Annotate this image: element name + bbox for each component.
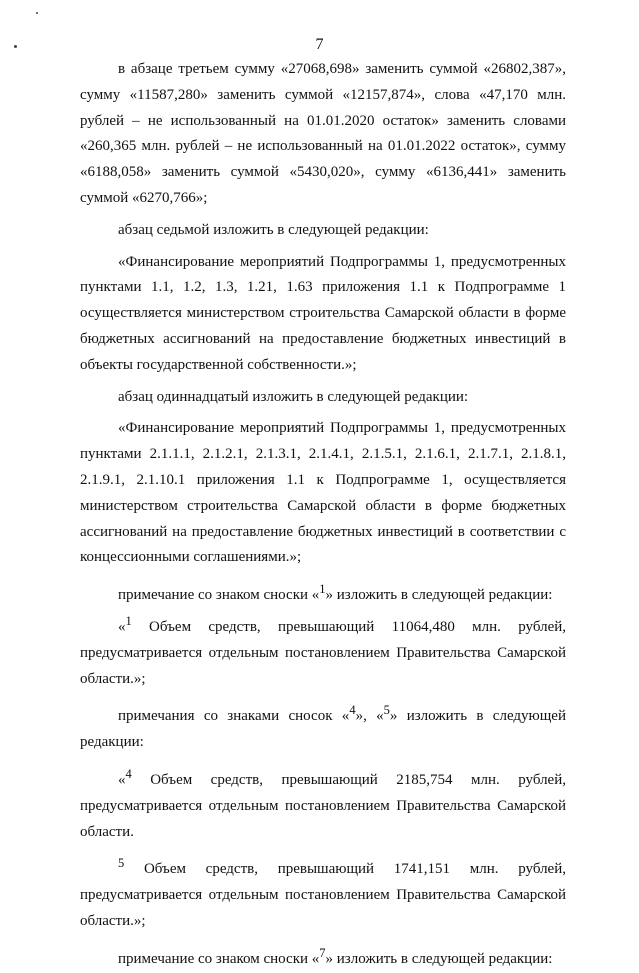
text-fragment: примечания со знаками сносок « [118, 708, 350, 725]
text-fragment: Объем средств, превышающий 1741,151 млн. рублей, предусматривается отдельным постановлением Правительства Самарской области.»; [80, 861, 566, 929]
paragraph-abzac-11-intro: абзац одиннадцатый изложить в следующей редакции: [118, 388, 469, 405]
paragraph-note-1-text [80, 609, 566, 692]
text-fragment: « [118, 771, 126, 788]
text-fragment: Объем средств, превышающий 11064,480 млн. рублей, предусматривается отдельным постановлением Правительства Самарской области.»; [80, 618, 566, 687]
scan-speck [36, 12, 38, 14]
paragraph-note-7-intro [80, 941, 566, 973]
page-number: 7 [315, 36, 324, 53]
footnote-marker: 1 [319, 582, 326, 597]
footnote-marker: 1 [125, 613, 132, 628]
footnote-marker: 5 [383, 703, 390, 718]
document-body [80, 57, 566, 973]
text-fragment: Объем средств, превышающий 2185,754 млн. рублей, предусматривается отдельным постановлением Правительства Самарской области. [80, 771, 566, 840]
paragraph-notes-4-5-intro [80, 698, 566, 756]
paragraph-abzac-7-text: «Финансирование мероприятий Подпрограммы 1, предусмотренных пунктами 1.1, 1.2, 1.3, 1.21, 1.63 приложения 1.1 к Подпрограмме 1 осуществляется министерством строительства Самарской области в форме бюджетных ассигнований на предоставление бюджетных инвестиций в объекты государственной собственности.»; [80, 253, 566, 373]
paragraph-abzac-7-intro: абзац седьмой изложить в следующей редакции: [118, 221, 429, 238]
text-fragment: » изложить в следующей редакции: [80, 708, 566, 751]
footnote-marker: 4 [349, 703, 356, 718]
paragraph-note-5-text [80, 851, 566, 934]
paragraph-abzac-11-text: «Финансирование мероприятий Подпрограммы 1, предусмотренных пунктами 2.1.1.1, 2.1.2.1, 2.1.3.1, 2.1.4.1, 2.1.5.1, 2.1.6.1, 2.1.7.1, 2.1.8.1, 2.1.9.1, 2.1.10.1 приложения 1.1 к Подпрограмме 1, осуществляется министерством строительства Самарской области в форме бюджетных ассигнований на предоставление бюджетных инвестиций в соответствии с концессионными соглашениями.»; [80, 420, 566, 566]
text-fragment: примечание со знаком сноски « [118, 950, 320, 967]
paragraph-note-1-intro [80, 577, 566, 609]
paragraph-sum-replacements: в абзаце третьем сумму «27068,698» заменить суммой «26802,387», сумму «11587,280» заменить суммой «12157,874», слова «47,170 млн. рублей – не использованный на 01.01.2020 остаток» заменить словами «260,365 млн. рублей – не использованный на 01.01.2022 остаток», сумму «6188,058» заменить суммой «5430,020», сумму «6136,441» заменить суммой «6270,766»; [80, 61, 566, 206]
paragraph-note-4-text [80, 762, 566, 845]
text-fragment: » изложить в следующей редакции: [325, 950, 553, 967]
footnote-marker: 5 [118, 856, 125, 871]
text-fragment: » изложить в следующей редакции: [325, 587, 553, 604]
text-fragment: примечание со знаком сноски « [118, 587, 320, 604]
footnote-marker: 7 [319, 945, 326, 960]
text-fragment: « [118, 618, 126, 635]
footnote-marker: 4 [125, 766, 132, 781]
text-fragment: », « [355, 708, 384, 725]
